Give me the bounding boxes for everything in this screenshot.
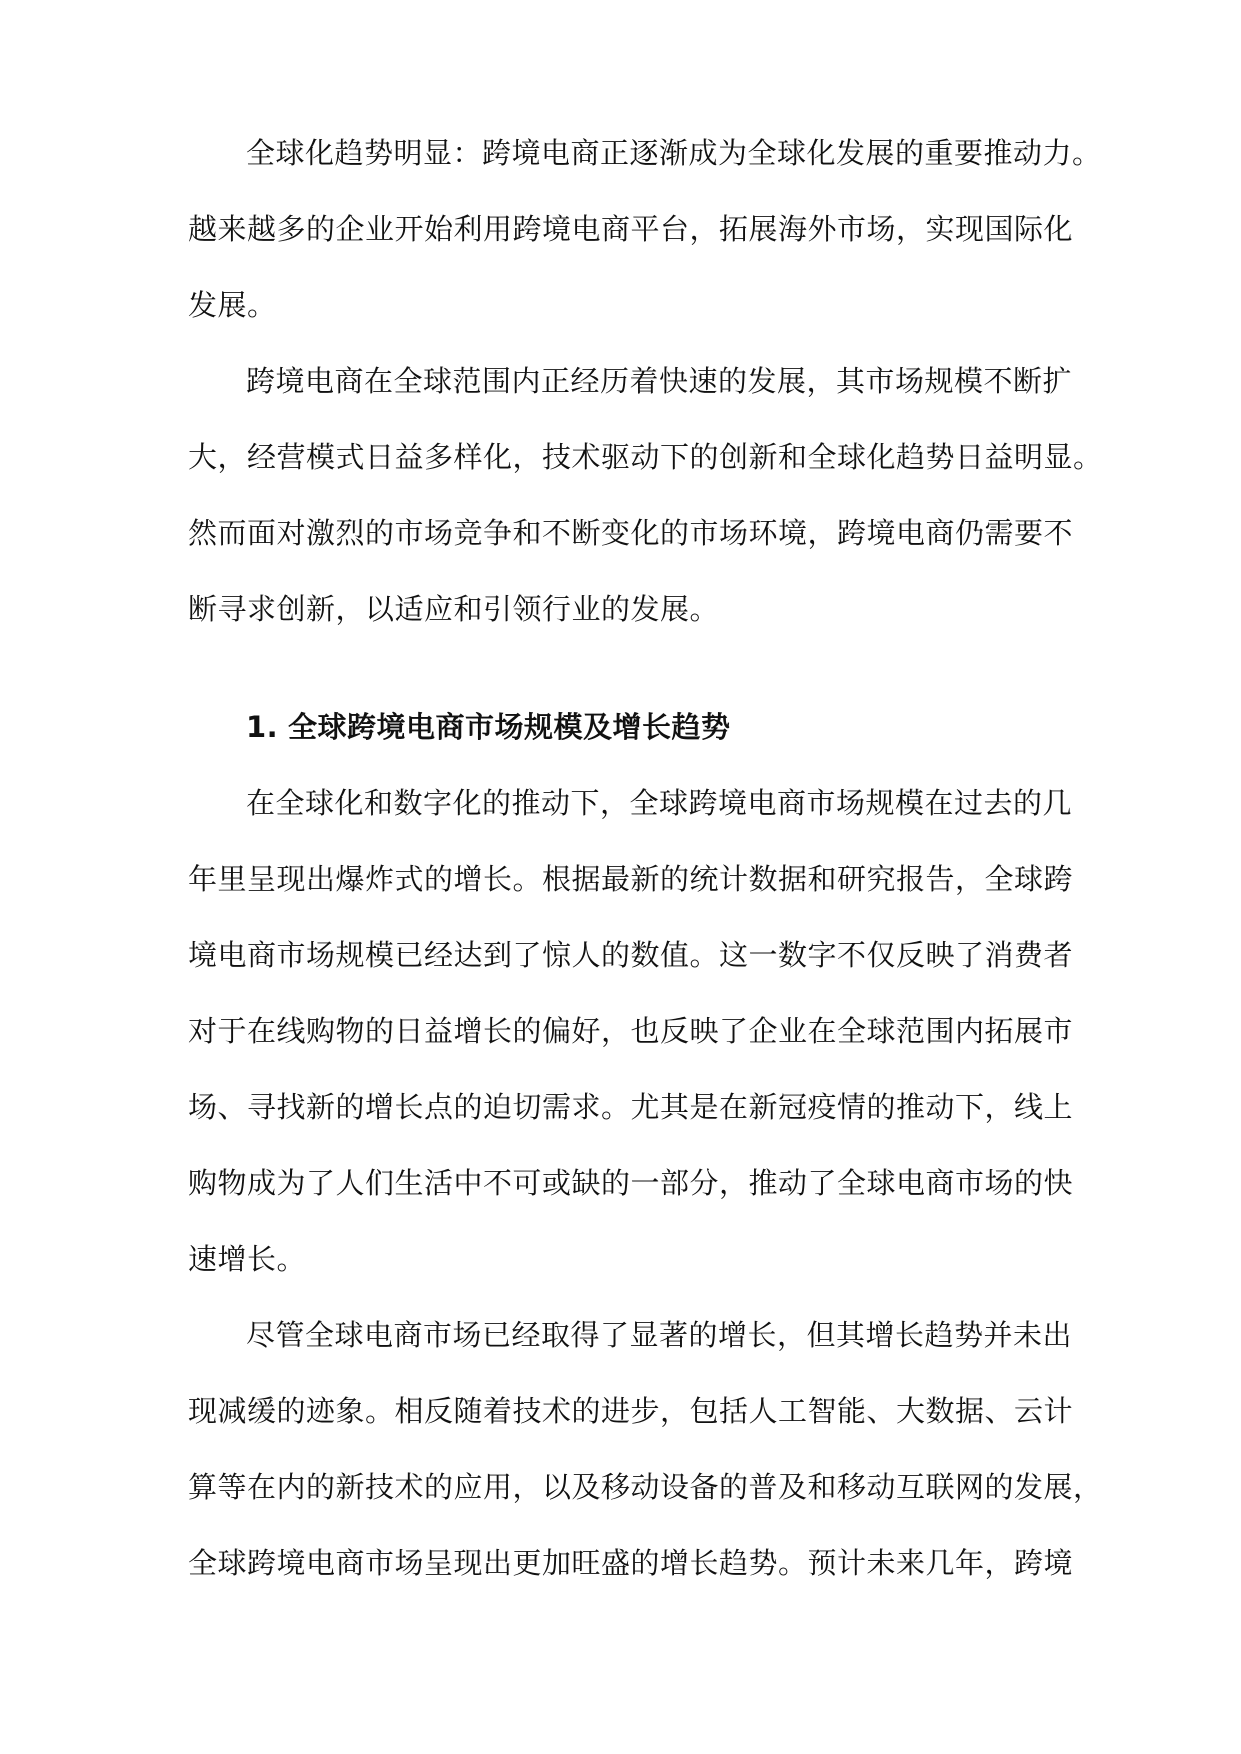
paragraph-3-line-5: 场、寻找新的增长点的迫切需求。尤其是在新冠疫情的推动下，线上 — [188, 1090, 1074, 1124]
paragraph-1-line-1: 全球化趋势明显：跨境电商正逐渐成为全球化发展的重要推动力。 — [246, 136, 1102, 170]
paragraph-3-line-1: 在全球化和数字化的推动下，全球跨境电商市场规模在过去的几 — [246, 786, 1073, 820]
paragraph-3-line-4: 对于在线购物的日益增长的偏好，也反映了企业在全球范围内拓展市 — [188, 1014, 1074, 1048]
paragraph-4-line-2: 现减缓的迹象。相反随着技术的进步，包括人工智能、大数据、云计 — [188, 1394, 1074, 1428]
section-heading-title: 全球跨境电商市场规模及增长趋势 — [288, 710, 731, 744]
paragraph-1-line-2: 越来越多的企业开始利用跨境电商平台，拓展海外市场，实现国际化 — [188, 212, 1074, 246]
paragraph-4-line-4: 全球跨境电商市场呈现出更加旺盛的增长趋势。预计未来几年，跨境 — [188, 1546, 1074, 1580]
paragraph-4-line-1: 尽管全球电商市场已经取得了显著的增长，但其增长趋势并未出 — [246, 1318, 1073, 1352]
section-heading-number: 1. — [246, 710, 279, 744]
paragraph-3-line-7: 速增长。 — [188, 1242, 307, 1276]
paragraph-2-line-1: 跨境电商在全球范围内正经历着快速的发展，其市场规模不断扩 — [246, 364, 1073, 398]
paragraph-2-line-2: 大，经营模式日益多样化，技术驱动下的创新和全球化趋势日益明显。 — [188, 440, 1103, 474]
paragraph-2-line-4: 断寻求创新，以适应和引领行业的发展。 — [188, 592, 720, 626]
paragraph-1-line-3: 发展。 — [188, 288, 277, 322]
paragraph-3-line-2: 年里呈现出爆炸式的增长。根据最新的统计数据和研究报告，全球跨 — [188, 862, 1074, 896]
paragraph-2-line-3: 然而面对激烈的市场竞争和不断变化的市场环境，跨境电商仍需要不 — [188, 516, 1074, 550]
paragraph-4-line-3: 算等在内的新技术的应用，以及移动设备的普及和移动互联网的发展， — [188, 1470, 1103, 1504]
section-heading — [246, 702, 731, 752]
paragraph-3-line-3: 境电商市场规模已经达到了惊人的数值。这一数字不仅反映了消费者 — [188, 938, 1074, 972]
paragraph-3-line-6: 购物成为了人们生活中不可或缺的一部分，推动了全球电商市场的快 — [188, 1166, 1074, 1200]
